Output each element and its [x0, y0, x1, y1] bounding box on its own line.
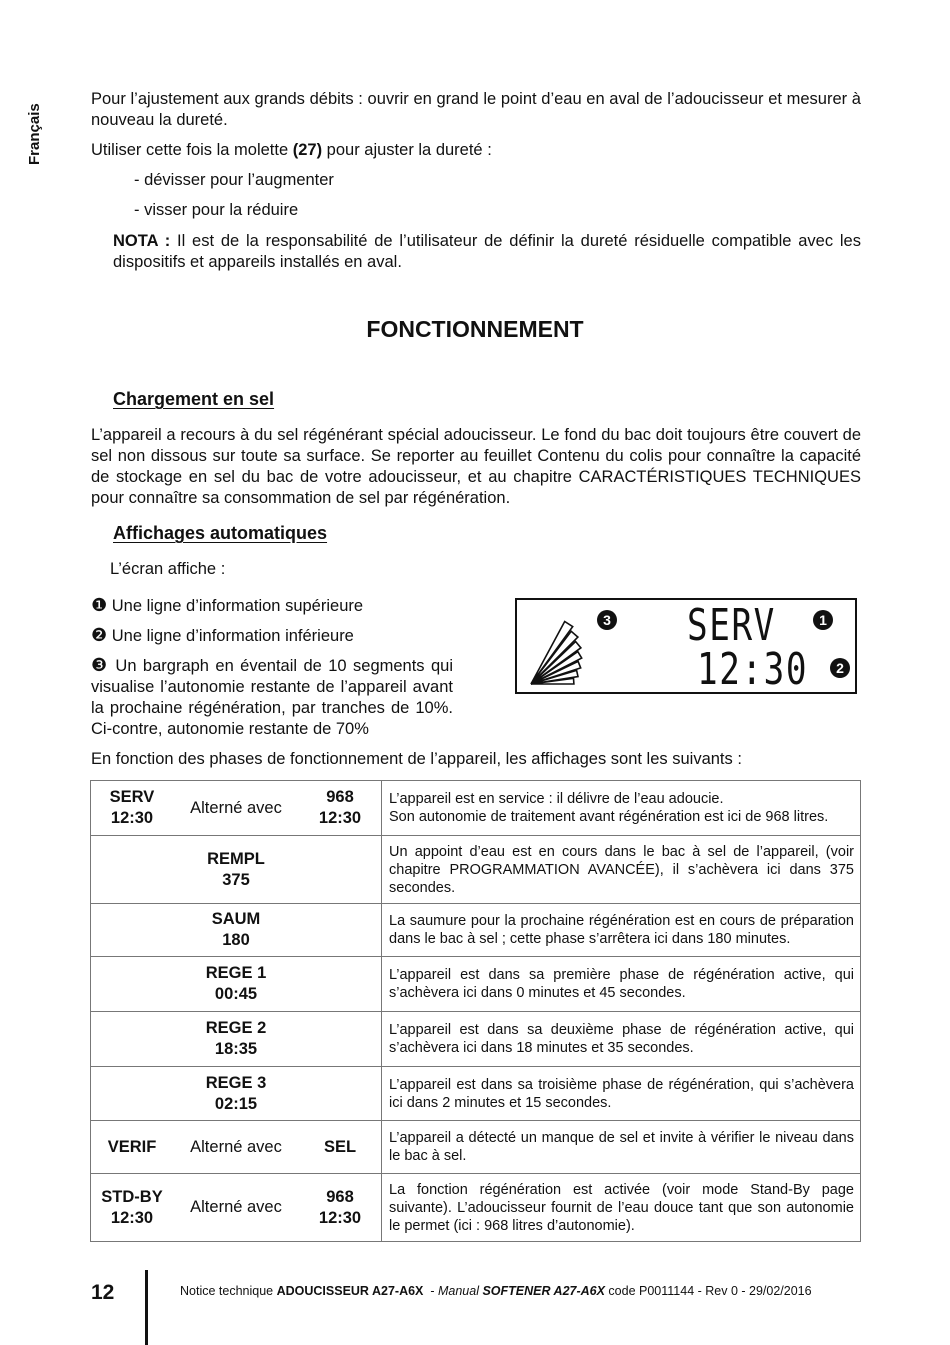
footer-divider: [145, 1270, 148, 1345]
display-code: REGE 2 18:35: [205, 1019, 267, 1058]
display-modes-table: [90, 780, 861, 1242]
alternation-label: Alterné avec: [190, 1137, 282, 1156]
bullet-1: [91, 595, 363, 617]
bullet-2: [91, 625, 354, 647]
note-label: NOTA :: [113, 232, 171, 250]
display-code: REMPL 375: [207, 849, 265, 889]
display-code-right: 968 12:30: [318, 788, 362, 827]
note-text: Il est de la responsabilité de l’utilisateur de définir la dureté résiduelle compatible avec les dispositifs et appareils installés en aval.: [113, 232, 861, 271]
display-cell: [91, 1174, 382, 1242]
table-row: [91, 1012, 861, 1067]
marker-2-icon: 2: [830, 658, 850, 678]
subheading-salt: Chargement en sel: [113, 389, 275, 409]
display-cell: [91, 1012, 382, 1067]
display-code: REGE 3 02:15: [205, 1073, 267, 1113]
display-cell: [91, 836, 382, 904]
screen-intro: L’écran affiche :: [110, 560, 226, 578]
bullet-text: Une ligne d’information supérieure: [107, 597, 364, 615]
description-cell: L’appareil a détecté un manque de sel et invite à vérifier le niveau dans le bac à sel.: [382, 1121, 861, 1174]
number-1-icon: ❶: [91, 595, 108, 615]
display-cell: [91, 904, 382, 957]
intro-paragraph-1: Pour l’ajustement aux grands débits : ouvrir en grand le point d’eau en aval de l’adoucisseur et mesurer à nouveau la dureté.: [91, 90, 861, 129]
display-code-left: SERV 12:30: [109, 788, 155, 827]
display-cell: [91, 957, 382, 1012]
bullet-3: [91, 655, 453, 740]
display-code-left: STD-BY 12:30: [101, 1187, 163, 1227]
list-item: - visser pour la réduire: [134, 201, 299, 219]
display-cell: [91, 1067, 382, 1121]
display-code-right: 968 12:30: [318, 1187, 362, 1227]
page-number: 12: [91, 1281, 115, 1304]
lcd-top-line: SERV: [687, 600, 776, 651]
footer-prefix: Notice technique: [180, 1284, 277, 1298]
description-cell: L’appareil est dans sa troisième phase de régénération, qui s’achèvera ici dans 2 minutes et 15 secondes.: [382, 1067, 861, 1121]
table-row: [91, 836, 861, 904]
intro-p2-text-end: pour ajuster la dureté :: [322, 141, 492, 159]
footer-suffix: code P0011144 - Rev 0 - 29/02/2016: [604, 1284, 812, 1298]
description-cell: La fonction régénération est activée (voir mode Stand-By page suivante). L’adoucisseur fournit de l’eau douce tant que son autonomie le permet (ici : 968 litres d’autonomie).: [382, 1174, 861, 1242]
phases-intro: En fonction des phases de fonctionnement de l’appareil, les affichages sont les suivants :: [91, 750, 742, 768]
table-row: [91, 1174, 861, 1242]
number-3-icon: ❸: [91, 655, 109, 675]
display-code: SAUM 180: [211, 910, 261, 949]
table-row: [91, 904, 861, 957]
footer-text: [180, 1281, 812, 1302]
table-row: [91, 781, 861, 836]
language-tab: Français: [26, 103, 43, 165]
footer-product-fr: ADOUCISSEUR A27-A6X: [276, 1284, 424, 1298]
alternation-label: Alterné avec: [190, 798, 282, 817]
description-cell: Un appoint d’eau est en cours dans le bac à sel de l’appareil, (voir chapitre PROGRAMMATION AVANCÉE), il s’achèvera ici dans 375 secondes.: [382, 836, 861, 904]
display-code-left: VERIF: [107, 1137, 157, 1156]
bullet-text: Une ligne d’information inférieure: [107, 627, 354, 645]
list-item: - dévisser pour l’augmenter: [134, 171, 334, 189]
table-row: [91, 1067, 861, 1121]
description-cell: L’appareil est en service : il délivre de l’eau adoucie. Son autonomie de traitement avant régénération est ici de 968 litres.: [382, 781, 861, 836]
section-title: FONCTIONNEMENT: [366, 316, 584, 342]
display-cell: [91, 1121, 382, 1174]
lcd-bottom-line: 12:30: [697, 644, 809, 695]
note-paragraph: [113, 231, 861, 273]
display-code: REGE 1 00:45: [205, 964, 267, 1003]
table-row: [91, 957, 861, 1012]
footer-product-en: SOFTENER A27-A6X: [482, 1284, 605, 1298]
bullet-text: Un bargraph en éventail de 10 segments qui visualise l’autonomie restante de l’appareil avant la prochaine régénération, par tranches de 10%. Ci-contre, autonomie restante de 70%: [91, 657, 453, 738]
description-cell: La saumure pour la prochaine régénération est en cours de préparation dans le bac à sel ; cette phase s’arrêtera ici dans 180 minutes.: [382, 904, 861, 957]
alternation-label: Alterné avec: [190, 1198, 282, 1216]
display-code-right: SEL: [323, 1137, 357, 1156]
intro-paragraph-2: [91, 140, 492, 161]
table-row: [91, 1121, 861, 1174]
lcd-display-illustration: [515, 598, 857, 694]
knob-reference: (27): [292, 141, 323, 159]
marker-3-icon: 3: [597, 610, 617, 630]
description-cell: L’appareil est dans sa première phase de régénération active, qui s’achèvera ici dans 0 minutes et 45 secondes.: [382, 957, 861, 1012]
salt-paragraph: L’appareil a recours à du sel régénérant spécial adoucisseur. Le fond du bac doit toujours être couvert de sel non dissous sur toute sa surface. Se reporter au feuillet Contenu du colis pour connaître la capacité de stockage en sel du bac de votre adoucisseur, et au chapitre CARACTÉRISTIQUES TECHNIQUES pour connaître sa consommation de sel par régénération.: [91, 426, 861, 507]
footer-separator: -: [423, 1284, 438, 1298]
description-cell: L’appareil est dans sa deuxième phase de régénération active, qui s’achèvera ici dans 18 minutes et 35 secondes.: [382, 1012, 861, 1067]
subheading-displays: Affichages automatiques: [113, 523, 328, 543]
display-cell: [91, 781, 382, 836]
footer-manual-label: Manual: [437, 1284, 483, 1298]
number-2-icon: ❷: [91, 625, 108, 645]
marker-1-icon: 1: [813, 610, 833, 630]
intro-p2-text: Utiliser cette fois la molette: [91, 141, 293, 159]
